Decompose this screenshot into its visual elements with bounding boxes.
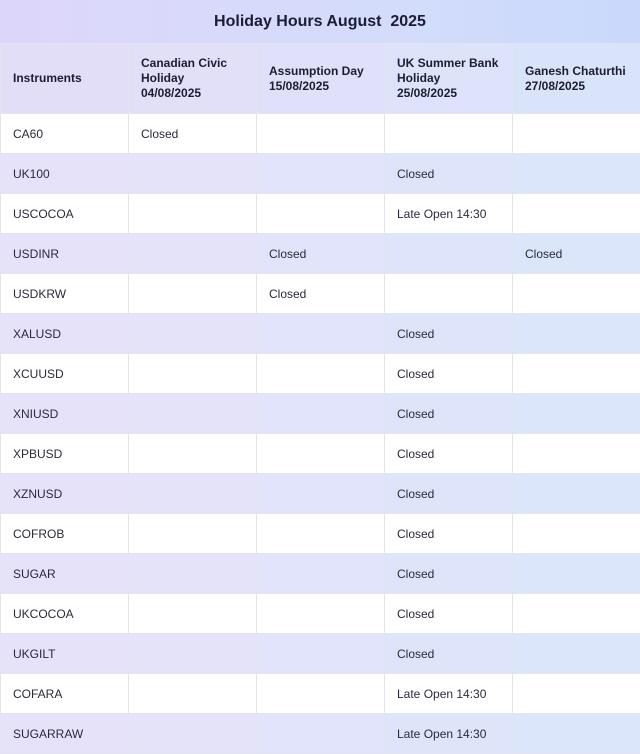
hours-cell: [129, 714, 257, 754]
hours-cell: Closed: [385, 474, 513, 514]
table-row: [1, 394, 640, 434]
hours-cell: Closed: [385, 514, 513, 554]
header-ganesh-chaturthi: Ganesh Chaturthi 27/08/2025: [513, 44, 640, 114]
instrument-cell: XPBUSD: [1, 434, 129, 474]
hours-cell: [385, 114, 513, 154]
hours-cell: [129, 194, 257, 234]
hours-cell: Closed: [385, 434, 513, 474]
hours-cell: [257, 474, 385, 514]
table-row: [1, 314, 640, 354]
table-row: [1, 194, 640, 234]
hours-cell: [257, 194, 385, 234]
table-row: [1, 714, 640, 754]
table-header: [1, 44, 640, 114]
hours-cell: [129, 354, 257, 394]
hours-cell: Late Open 14:30: [385, 194, 513, 234]
hours-cell: Closed: [385, 354, 513, 394]
table-row: [1, 674, 640, 714]
instrument-cell: USDINR: [1, 234, 129, 274]
hours-cell: [257, 114, 385, 154]
hours-cell: [513, 354, 640, 394]
instrument-cell: USCOCOA: [1, 194, 129, 234]
hours-cell: Closed: [513, 234, 640, 274]
table-row: [1, 274, 640, 314]
hours-cell: [513, 154, 640, 194]
hours-cell: Closed: [257, 234, 385, 274]
instrument-cell: CA60: [1, 114, 129, 154]
hours-cell: Closed: [385, 314, 513, 354]
hours-cell: [257, 594, 385, 634]
instrument-cell: UK100: [1, 154, 129, 194]
hours-cell: [257, 514, 385, 554]
hours-cell: [129, 234, 257, 274]
table-body: [1, 114, 640, 754]
hours-cell: [129, 154, 257, 194]
holiday-hours-table: [0, 43, 640, 754]
hours-cell: [129, 554, 257, 594]
hours-cell: [129, 594, 257, 634]
hours-cell: [257, 434, 385, 474]
header-canadian-civic-holiday: Canadian Civic Holiday 04/08/2025: [129, 44, 257, 114]
hours-cell: [257, 394, 385, 434]
hours-cell: [129, 434, 257, 474]
hours-cell: Closed: [385, 634, 513, 674]
page-title: Holiday Hours August 2025: [0, 0, 640, 43]
instrument-cell: XZNUSD: [1, 474, 129, 514]
table-row: [1, 594, 640, 634]
hours-cell: [513, 554, 640, 594]
hours-cell: [385, 234, 513, 274]
hours-cell: Closed: [129, 114, 257, 154]
instrument-cell: XCUUSD: [1, 354, 129, 394]
hours-cell: [257, 554, 385, 594]
hours-cell: [129, 674, 257, 714]
hours-cell: [129, 634, 257, 674]
table-row: [1, 634, 640, 674]
instrument-cell: USDKRW: [1, 274, 129, 314]
hours-cell: [513, 114, 640, 154]
hours-cell: [385, 274, 513, 314]
hours-cell: [257, 154, 385, 194]
hours-cell: Closed: [385, 594, 513, 634]
table-row: [1, 234, 640, 274]
table-row: [1, 114, 640, 154]
instrument-cell: UKCOCOA: [1, 594, 129, 634]
table-row: [1, 514, 640, 554]
hours-cell: [129, 474, 257, 514]
hours-cell: [513, 194, 640, 234]
instrument-cell: XNIUSD: [1, 394, 129, 434]
hours-cell: [257, 674, 385, 714]
hours-cell: [129, 394, 257, 434]
instrument-cell: UKGILT: [1, 634, 129, 674]
header-assumption-day: Assumption Day 15/08/2025: [257, 44, 385, 114]
hours-cell: Closed: [385, 394, 513, 434]
instrument-cell: COFARA: [1, 674, 129, 714]
instrument-cell: COFROB: [1, 514, 129, 554]
hours-cell: [513, 274, 640, 314]
instrument-cell: XALUSD: [1, 314, 129, 354]
table-row: [1, 554, 640, 594]
hours-cell: [129, 314, 257, 354]
instrument-cell: SUGARRAW: [1, 714, 129, 754]
hours-cell: [513, 594, 640, 634]
hours-cell: [513, 714, 640, 754]
header-row: [1, 44, 640, 114]
header-instruments: Instruments: [1, 44, 129, 114]
hours-cell: [513, 634, 640, 674]
hours-cell: [513, 434, 640, 474]
table-row: [1, 474, 640, 514]
hours-cell: [257, 634, 385, 674]
hours-cell: Closed: [385, 154, 513, 194]
hours-cell: Late Open 14:30: [385, 714, 513, 754]
hours-cell: [513, 394, 640, 434]
hours-cell: [513, 314, 640, 354]
hours-cell: [257, 354, 385, 394]
table-row: [1, 354, 640, 394]
hours-cell: [129, 274, 257, 314]
hours-cell: Closed: [257, 274, 385, 314]
hours-cell: [257, 714, 385, 754]
hours-cell: [513, 674, 640, 714]
instrument-cell: SUGAR: [1, 554, 129, 594]
hours-cell: [257, 314, 385, 354]
hours-cell: [513, 514, 640, 554]
header-uk-summer-bank-holiday: UK Summer Bank Holiday 25/08/2025: [385, 44, 513, 114]
hours-cell: [513, 474, 640, 514]
table-row: [1, 434, 640, 474]
hours-cell: Late Open 14:30: [385, 674, 513, 714]
hours-cell: [129, 514, 257, 554]
hours-cell: Closed: [385, 554, 513, 594]
table-row: [1, 154, 640, 194]
